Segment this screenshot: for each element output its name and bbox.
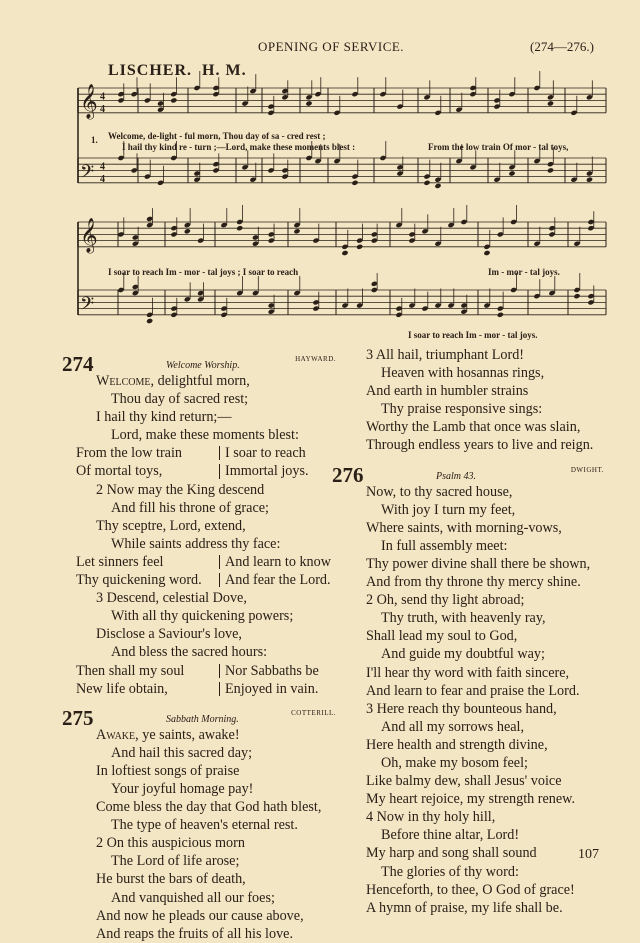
verse-line-left: Then shall my soul [76, 662, 185, 679]
verse-line: I hail thy kind return;— [96, 409, 232, 426]
verse-line: Before thine altar, Lord! [381, 827, 520, 844]
verse-line: My heart rejoice, my strength renew. [366, 791, 576, 808]
music-score [0, 0, 640, 345]
note-head [547, 167, 554, 173]
time-signature: 4 [100, 103, 105, 115]
verse-line: Henceforth, to thee, O God of grace! [366, 881, 575, 898]
verse-line: Thy sceptre, Lord, extend, [96, 517, 246, 534]
hymn-number: 275 [62, 705, 94, 730]
note-head [305, 100, 312, 106]
verse-line: And learn to fear and praise the Lord. [366, 682, 580, 699]
verse-line-text: ye saints, awake! [138, 726, 240, 743]
verse-line-right: Immortal joys. [225, 463, 309, 480]
verse-line: While saints address thy face: [111, 535, 281, 552]
treble-clef-icon: 𝄞 [80, 84, 98, 118]
verse-line-text: delightful morn, [154, 373, 250, 389]
note-head [293, 228, 300, 234]
note-head [508, 170, 515, 176]
verse-line: He burst the bars of death, [96, 871, 246, 888]
verse-line: In loftiest songs of praise [96, 762, 240, 779]
note-head [434, 183, 441, 189]
hymn-author: COTTERILL. [291, 708, 336, 717]
verse-line: 2 Oh, send thy light abroad; [366, 592, 525, 609]
treble-clef-icon: 𝄞 [80, 218, 98, 252]
verse-line: 4 Now in thy holy hill, [366, 809, 496, 826]
lyric-line-1: Welcome, de-light - ful morn, Thou day of sa - cred rest ; [108, 131, 326, 141]
time-signature: 4 [100, 173, 105, 185]
note-head [497, 312, 504, 318]
right-column [332, 346, 612, 917]
bass-clef-icon: 𝄢 [80, 292, 95, 318]
verse-line-left: Of mortal toys, [76, 463, 163, 480]
lyric-line-3: From the low train Of mor - tal toys, [428, 142, 569, 152]
verse-line-left: New life obtain, [76, 680, 168, 697]
note-head [573, 293, 580, 299]
verse-number: 1. [91, 135, 98, 145]
lyric-line-2: I hail thy kind re - turn ;—Lord, make these moments blest : [122, 142, 356, 152]
verse-line-pair [76, 662, 344, 680]
verse-line [76, 726, 344, 744]
verse-line: With joy I turn my feet, [381, 501, 516, 518]
brace-divider [219, 664, 220, 678]
tune-title: LISCHER. [108, 62, 193, 79]
verse-line: In full assembly meet: [381, 537, 508, 554]
verse-line: And reaps the fruits of all his love. [96, 925, 294, 942]
note-head [184, 228, 191, 234]
verse-line: Thy praise responsive sings: [381, 401, 543, 418]
first-word: Welcome, [96, 373, 155, 389]
verse-line-pair [76, 571, 344, 589]
note-head [356, 244, 363, 250]
verse-line-left: Let sinners feel [76, 553, 164, 570]
brace-divider [219, 464, 220, 478]
page-number: 107 [578, 847, 599, 862]
note-head [586, 177, 593, 183]
verse-line-left: From the low train [76, 445, 182, 462]
verse-line: And guide my doubtful way; [381, 646, 545, 663]
note-head [341, 250, 348, 256]
verse-line: And vanquished all our foes; [111, 889, 275, 906]
verse-line: Thy power divine shall there be shown, [366, 555, 591, 572]
note-head [236, 225, 243, 231]
brace-divider [219, 446, 220, 460]
verse-line: Disclose a Saviour's love, [96, 626, 242, 643]
section-title: OPENING OF SERVICE. [258, 39, 405, 54]
verse-line: The Lord of life arose; [111, 853, 240, 870]
brace-divider [219, 555, 220, 569]
lyric-line-5: Im - mor - tal joys. [488, 267, 560, 277]
hymn-title: Sabbath Morning. [166, 713, 239, 725]
verse-line: My harp and song shall sound [366, 845, 537, 862]
brace-divider [219, 682, 220, 696]
hymn-number: 276 [332, 462, 364, 487]
verse-line: 2 On this auspicious morn [96, 835, 245, 852]
verse-line-right: Nor Sabbaths be [225, 662, 319, 679]
verse-line-right: And learn to know [225, 553, 331, 570]
verse-line: A hymn of praise, my life shall be. [366, 899, 563, 916]
verse-line: Where saints, with morning-vows, [366, 519, 562, 536]
hymn-author: HAYWARD. [295, 355, 336, 363]
verse-line-right: And fear the Lord. [225, 572, 331, 589]
verse-line: Thy truth, with heavenly ray, [381, 610, 546, 627]
verse-line: Shall lead my soul to God, [366, 628, 518, 645]
verse-line: Thou day of sacred rest; [111, 391, 249, 408]
note-head [483, 250, 490, 256]
verse-line-pair [76, 553, 344, 571]
time-signature: 4 [100, 91, 105, 103]
verse-line: Now, to thy sacred house, [366, 483, 513, 500]
verse-line: I'll hear thy word with faith sincere, [366, 664, 570, 681]
verse-line: Oh, make my bosom feel; [381, 754, 528, 771]
verse-line-right: Enjoyed in vain. [225, 680, 319, 697]
verse-line: Through endless years to live and reign. [366, 437, 594, 454]
verse-line: 3 Descend, celestial Dove, [96, 590, 247, 607]
verse-line: 3 All hail, triumphant Lord! [366, 347, 525, 363]
verse-line: Your joyful homage pay! [111, 780, 254, 797]
verse-line: 3 Here reach thy bounteous hand, [366, 700, 557, 717]
hymn-heading [62, 705, 344, 730]
hymn-range: (274—276.) [530, 39, 594, 54]
verse-line: Come bless the day that God hath blest, [96, 799, 322, 816]
verse-line: The glories of thy word: [381, 863, 519, 880]
hymn-heading [332, 462, 612, 487]
bass-lyric-line: I soar to reach Im - mor - tal joys. [408, 330, 538, 340]
verse-line: Lord, make these moments blest: [111, 427, 299, 444]
verse-line: And now he pleads our cause above, [96, 907, 304, 924]
hymn-title: Welcome Worship. [166, 360, 240, 371]
note-head [351, 180, 358, 186]
first-word: Awake, [96, 726, 139, 743]
verse-line: Here health and strength divine, [366, 736, 548, 753]
verse-line: Heaven with hosannas rings, [381, 365, 545, 382]
note-head [423, 180, 430, 186]
verse-line: Like balmy dew, shall Jesus' voice [366, 773, 562, 790]
verse-line-pair [76, 680, 344, 698]
verse-line: And hail this sacred day; [111, 744, 253, 761]
verse-line: And all my sorrows heal, [381, 718, 525, 735]
left-column [62, 346, 344, 943]
verse-line: Worthy the Lamb that once was slain, [366, 419, 581, 436]
verse-line: And from thy throne thy mercy shine. [366, 574, 581, 591]
verse-line [76, 372, 344, 390]
lyric-line-4: I soar to reach Im - mor - tal joys ; I soar to reach [108, 267, 299, 277]
verse-line-right: I soar to reach [225, 445, 306, 462]
note-head [170, 97, 177, 103]
verse-line: And bless the sacred hours: [111, 644, 268, 661]
verse-line: And earth in humbler strains [366, 383, 529, 400]
time-signature: 4 [100, 161, 105, 173]
verse-line: And fill his throne of grace; [111, 499, 269, 516]
note-head [547, 100, 554, 106]
hymn-heading [62, 352, 344, 376]
verse-line-left: Thy quickening word. [76, 572, 202, 589]
hymn-author: DWIGHT. [570, 465, 604, 474]
verse-line: 2 Now may the King descend [96, 481, 265, 498]
verse-line: The type of heaven's eternal rest. [111, 817, 298, 834]
brace-divider [219, 573, 220, 587]
verse-line-pair [76, 444, 344, 462]
verse-line-pair [76, 462, 344, 480]
bass-clef-icon: 𝄢 [80, 160, 95, 186]
hymn-number: 274 [62, 352, 94, 376]
note-head [146, 318, 153, 324]
hymn-title: Psalm 43. [436, 470, 476, 482]
verse-line: With all thy quickening powers; [111, 608, 294, 625]
tune-meter: H. M. [202, 62, 247, 79]
